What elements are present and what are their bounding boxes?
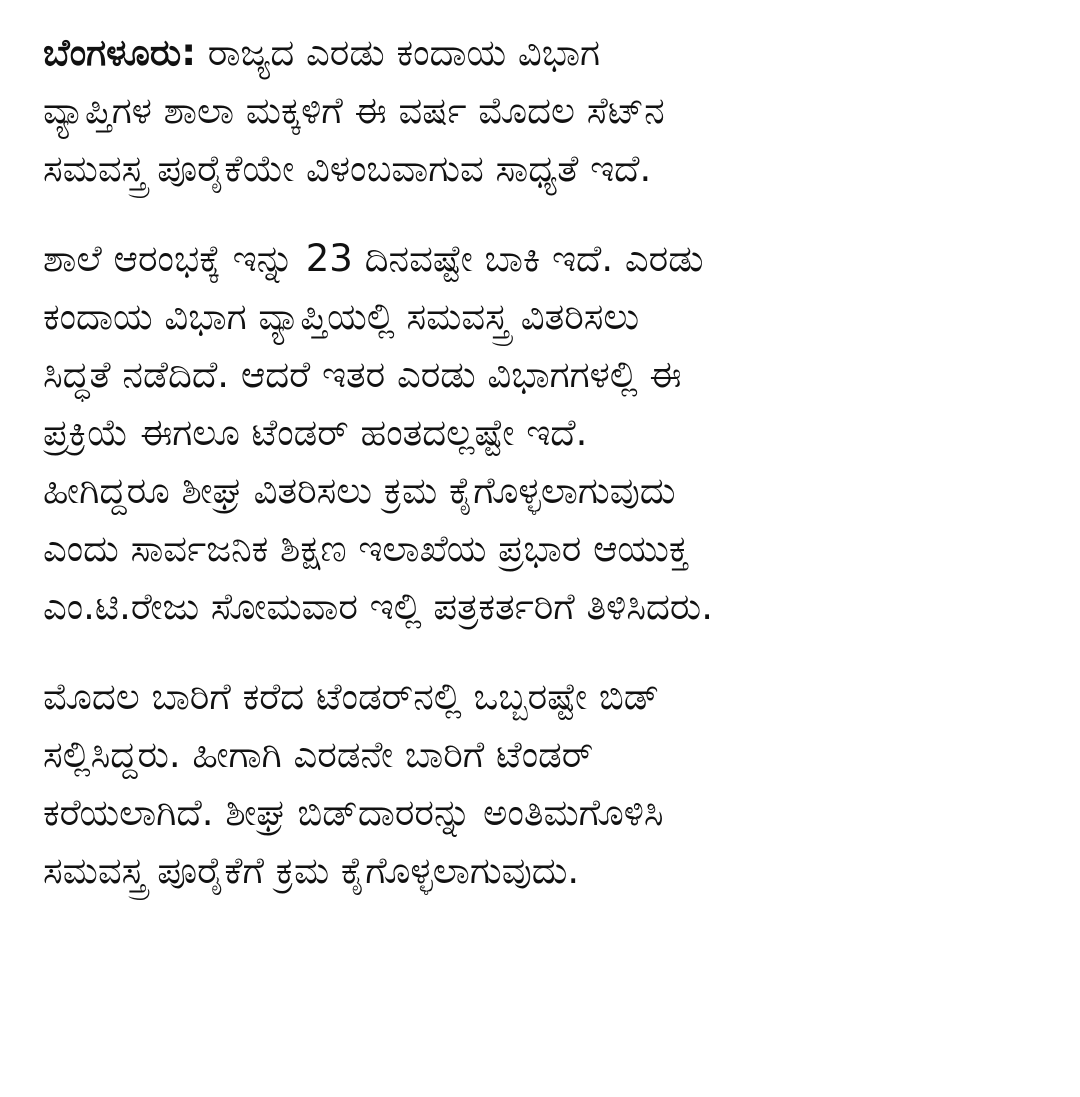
text-line: ಸಮವಸ್ತ್ರ ಪೂರೈಕೆಗೆ ಕ್ರಮ ಕೈಗೊಳ್ಳಲಾಗುವುದು. bbox=[43, 849, 580, 892]
paragraph-2 bbox=[43, 230, 1063, 636]
dateline: ಬೆಂಗಳೂರು: bbox=[43, 31, 196, 74]
text-line: ಸಮವಸ್ತ್ರ ಪೂರೈಕೆಯೇ ವಿಳಂಬವಾಗುವ ಸಾಧ್ಯತೆ ಇದೆ. bbox=[43, 147, 652, 190]
paragraph-1 bbox=[43, 24, 1063, 198]
text-line: ಪ್ರಕ್ರಿಯೆ ಈಗಲೂ ಟೆಂಡರ್ ಹಂತದಲ್ಲಷ್ಟೇ ಇದೆ. bbox=[43, 411, 588, 454]
paragraph-3 bbox=[43, 668, 1063, 900]
text-line: ಹೀಗಿದ್ದರೂ ಶೀಘ್ರ ವಿತರಿಸಲು ಕ್ರಮ ಕೈಗೊಳ್ಳಲಾಗುವುದು bbox=[43, 469, 676, 512]
text-line: ಕರೆಯಲಾಗಿದೆ. ಶೀಘ್ರ ಬಿಡ್‌ದಾರರನ್ನು ಅಂತಿಮಗೊಳಿಸಿ bbox=[43, 791, 664, 834]
text-line: ಕಂದಾಯ ವಿಭಾಗ ವ್ಯಾಪ್ತಿಯಲ್ಲಿ ಸಮವಸ್ತ್ರ ವಿತರಿಸಲು bbox=[43, 295, 640, 338]
text-line: ಮೊದಲ ಬಾರಿಗೆ ಕರೆದ ಟೆಂಡರ್‌ನಲ್ಲಿ ಒಬ್ಬರಷ್ಟೇ ಬಿಡ್ bbox=[43, 675, 660, 718]
text-line: ಸಲ್ಲಿಸಿದ್ದರು. ಹೀಗಾಗಿ ಎರಡನೇ ಬಾರಿಗೆ ಟೆಂಡರ್ bbox=[43, 733, 594, 776]
text-line-content: ರಾಜ್ಯದ ಎರಡು ಕಂದಾಯ ವಿಭಾಗ bbox=[196, 31, 601, 74]
text-line bbox=[43, 24, 1063, 82]
text-line: ಎಂ.ಟಿ.ರೇಜು ಸೋಮವಾರ ಇಲ್ಲಿ ಪತ್ರಕರ್ತರಿಗೆ ತಿಳಿಸಿದರು. bbox=[43, 585, 713, 628]
text-line: ಶಾಲೆ ಆರಂಭಕ್ಕೆ ಇನ್ನು 23 ದಿನವಷ್ಟೇ ಬಾಕಿ ಇದೆ. ಎರಡು bbox=[43, 237, 704, 280]
text-line: ವ್ಯಾಪ್ತಿಗಳ ಶಾಲಾ ಮಕ್ಕಳಿಗೆ ಈ ವರ್ಷ ಮೊದಲ ಸೆಟ್‌ನ bbox=[43, 89, 665, 132]
text-line: ಸಿದ್ಧತೆ ನಡೆದಿದೆ. ಆದರೆ ಇತರ ಎರಡು ವಿಭಾಗಗಳಲ್ಲಿ ಈ bbox=[43, 353, 682, 396]
article-body bbox=[43, 24, 1063, 932]
text-line: ಎಂದು ಸಾರ್ವಜನಿಕ ಶಿಕ್ಷಣ ಇಲಾಖೆಯ ಪ್ರಭಾರ ಆಯುಕ್ತ bbox=[43, 527, 689, 570]
